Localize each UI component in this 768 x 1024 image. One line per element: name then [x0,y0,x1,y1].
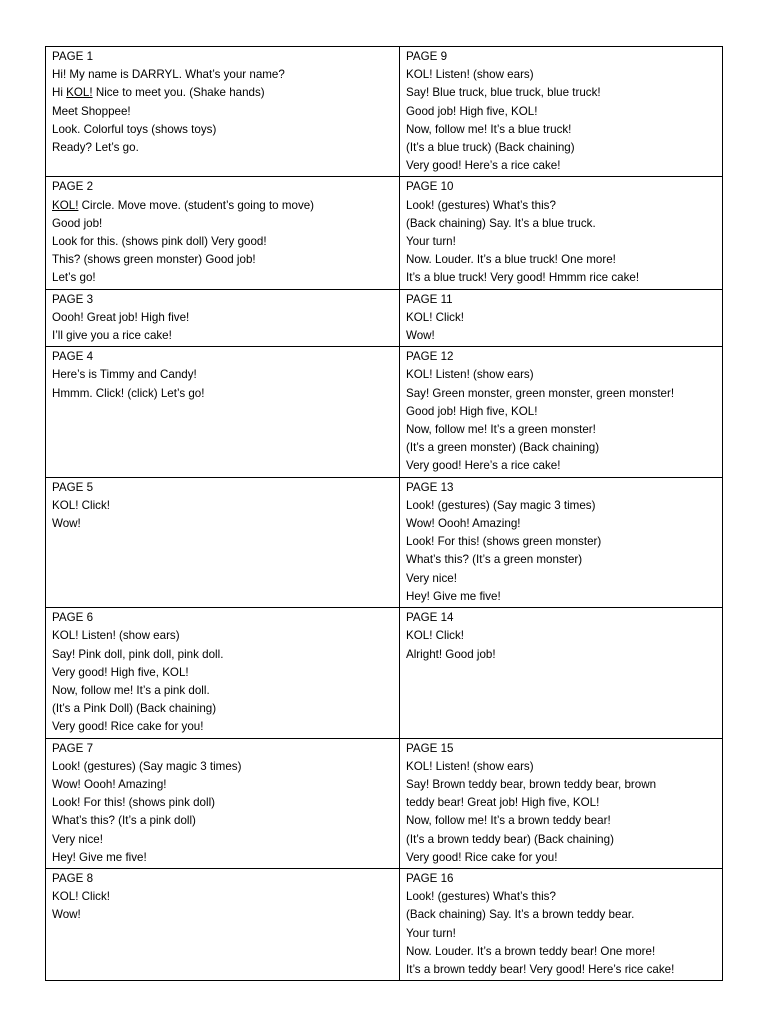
page-cell [46,608,400,738]
script-line [406,758,716,776]
table-row [46,177,723,289]
script-line [52,233,393,251]
script-line [406,366,716,384]
line-text: (It’s a brown teddy bear) (Back chaining) [406,832,614,846]
page-heading: PAGE 4 [52,350,94,364]
line-text: Hey! Give me five! [406,589,501,603]
script-line [406,385,716,403]
script-line [406,197,716,215]
script-line [406,215,716,233]
line-text: Look! (gestures) What’s this? [406,890,556,904]
line-text: Say! Pink doll, pink doll, pink doll. [52,647,224,661]
script-line [406,309,716,327]
script-line [406,66,716,84]
page-heading: PAGE 12 [406,350,454,364]
page-cell [400,477,723,607]
page-heading: PAGE 5 [52,480,94,494]
line-text: Let’s go! [52,271,96,285]
script-line [406,570,716,588]
line-text: Wow! [406,329,435,343]
line-text: Nice to meet you. (Shake hands) [92,86,265,100]
script-line [406,439,716,457]
line-text: Now. Louder. It’s a brown teddy bear! One more! [406,944,656,958]
line-text: Ready? Let’s go. [52,141,139,155]
line-text: Very nice! [52,832,103,846]
line-text: Good job! [52,216,103,230]
script-line [52,682,393,700]
table-row [46,47,723,177]
page-cell [400,47,723,177]
line-text: Look! (gestures) What’s this? [406,198,556,212]
page-heading: PAGE 3 [52,292,94,306]
page-heading: PAGE 6 [52,611,94,625]
script-line [52,309,393,327]
underlined-name: KOL! [52,198,79,212]
page-cell [46,47,400,177]
script-line [52,215,393,233]
script-line [406,421,716,439]
line-text: This? (shows green monster) Good job! [52,253,256,267]
line-text: Hey! Give me five! [52,850,147,864]
line-text: Good job! High five, KOL! [406,404,538,418]
line-text: Now, follow me! It’s a brown teddy bear! [406,814,611,828]
line-text: Here’s is Timmy and Candy! [52,368,197,382]
script-line [406,84,716,102]
line-text: (Back chaining) Say. It’s a blue truck. [406,216,596,230]
table-row [46,738,723,868]
script-line [406,925,716,943]
page-heading: PAGE 8 [52,871,94,885]
page-heading: PAGE 2 [52,180,94,194]
line-text: Look for this. (shows pink doll) Very good! [52,235,267,249]
page-cell [400,289,723,347]
script-line [52,251,393,269]
script-line [406,515,716,533]
line-text: KOL! Listen! (show ears) [406,68,534,82]
line-text: What’s this? (It’s a pink doll) [52,814,196,828]
script-line [52,515,393,533]
script-line [406,457,716,475]
script-table [45,46,723,981]
page-cell [400,868,723,980]
script-line [406,831,716,849]
script-line [52,366,393,384]
page-heading: PAGE 16 [406,871,454,885]
line-text: Your turn! [406,926,456,940]
script-line [406,139,716,157]
line-text: Look! (gestures) (Say magic 3 times) [406,498,596,512]
line-text: teddy bear! Great job! High five, KOL! [406,796,600,810]
script-line [406,627,716,645]
line-text: It’s a blue truck! Very good! Hmmm rice cake! [406,271,640,285]
line-text: KOL! Click! [406,310,464,324]
page-heading: PAGE 15 [406,741,454,755]
table-row [46,289,723,347]
page-heading: PAGE 11 [406,292,453,306]
line-text: Look. Colorful toys (shows toys) [52,122,217,136]
script-line [52,812,393,830]
line-text: Wow! [52,517,81,531]
line-text: (It’s a Pink Doll) (Back chaining) [52,702,217,716]
line-text: Your turn! [406,235,456,249]
script-line [406,776,716,794]
line-text: Now. Louder. It’s a blue truck! One more! [406,253,616,267]
script-line [406,943,716,961]
line-text: KOL! Listen! (show ears) [52,629,180,643]
script-line [406,327,716,345]
underlined-name: KOL! [66,86,93,100]
script-line [406,533,716,551]
script-line [406,906,716,924]
line-text: I’ll give you a rice cake! [52,329,172,343]
line-text: What’s this? (It’s a green monster) [406,553,583,567]
line-text: (Back chaining) Say. It’s a brown teddy bear. [406,908,635,922]
script-line [406,588,716,606]
line-text: Very good! Here’s a rice cake! [406,459,561,473]
line-text: It’s a brown teddy bear! Very good! Here’s rice cake! [406,962,675,976]
script-line [52,139,393,157]
script-line [406,961,716,979]
script-line [52,121,393,139]
script-line [52,776,393,794]
line-text: Very good! Rice cake for you! [406,850,558,864]
line-text: Look! For this! (shows pink doll) [52,796,216,810]
line-text: KOL! Click! [52,498,110,512]
page-heading: PAGE 1 [52,50,94,63]
line-text: (It’s a blue truck) (Back chaining) [406,141,575,155]
line-text: Hmmm. Click! (click) Let’s go! [52,386,205,400]
line-text: Very good! Here’s a rice cake! [406,159,561,173]
script-line [52,794,393,812]
script-line [52,646,393,664]
script-line [52,385,393,403]
line-text: KOL! Listen! (show ears) [406,368,534,382]
page-heading: PAGE 13 [406,480,454,494]
page-cell [400,347,723,477]
script-line [52,758,393,776]
line-text: Wow! [52,908,81,922]
script-line [406,888,716,906]
line-text: Wow! Oooh! Amazing! [406,517,521,531]
script-line [406,121,716,139]
line-text: Hi [52,86,67,100]
line-text: Very good! Rice cake for you! [52,720,204,734]
page-cell [400,738,723,868]
line-text: Meet Shoppee! [52,104,131,118]
page-cell [46,289,400,347]
page-cell [400,608,723,738]
script-line [406,812,716,830]
script-line [52,700,393,718]
line-text: Wow! Oooh! Amazing! [52,777,167,791]
line-text: Look! For this! (shows green monster) [406,535,602,549]
line-text: Say! Blue truck, blue truck, blue truck! [406,86,601,100]
line-text: Alright! Good job! [406,647,496,661]
script-line [52,66,393,84]
script-line [406,269,716,287]
line-text: KOL! Click! [406,629,464,643]
page-cell [46,477,400,607]
table-body [46,47,723,981]
page-heading: PAGE 9 [406,50,448,63]
script-line [52,664,393,682]
line-text: Hi! My name is DARRYL. What’s your name? [52,68,285,82]
line-text: Say! Green monster, green monster, green monster! [406,386,675,400]
script-line [406,551,716,569]
line-text: KOL! Click! [52,890,110,904]
script-line [406,251,716,269]
script-line [406,497,716,515]
line-text: Now, follow me! It’s a pink doll. [52,683,210,697]
line-text: (It’s a green monster) (Back chaining) [406,441,600,455]
script-line [52,103,393,121]
line-text: Now, follow me! It’s a green monster! [406,423,596,437]
script-line [52,84,393,102]
line-text: KOL! Listen! (show ears) [406,759,534,773]
script-line [52,327,393,345]
page-cell [46,177,400,289]
script-line [406,646,716,664]
script-line [52,888,393,906]
line-text: Look! (gestures) (Say magic 3 times) [52,759,242,773]
script-line [52,497,393,515]
page-cell [46,868,400,980]
line-text: Now, follow me! It’s a blue truck! [406,122,572,136]
script-line [406,849,716,867]
script-line [52,269,393,287]
script-line [52,197,393,215]
line-text: Oooh! Great job! High five! [52,310,190,324]
table-row [46,347,723,477]
table-row [46,477,723,607]
line-text: Good job! High five, KOL! [406,104,538,118]
line-text: Say! Brown teddy bear, brown teddy bear, brown [406,777,657,791]
line-text: Very good! High five, KOL! [52,665,189,679]
table-row [46,868,723,980]
line-text: Very nice! [406,571,457,585]
script-line [406,157,716,175]
page-heading: PAGE 14 [406,611,454,625]
script-line [52,627,393,645]
script-line [52,831,393,849]
line-text: Circle. Move move. (student’s going to move) [78,198,315,212]
page-cell [46,347,400,477]
script-line [406,794,716,812]
page-heading: PAGE 10 [406,180,454,194]
script-line [52,718,393,736]
script-line [406,233,716,251]
script-line [52,849,393,867]
script-line [406,103,716,121]
page-cell [46,738,400,868]
table-row [46,608,723,738]
script-line [406,403,716,421]
script-line [52,906,393,924]
page-heading: PAGE 7 [52,741,94,755]
page-cell [400,177,723,289]
